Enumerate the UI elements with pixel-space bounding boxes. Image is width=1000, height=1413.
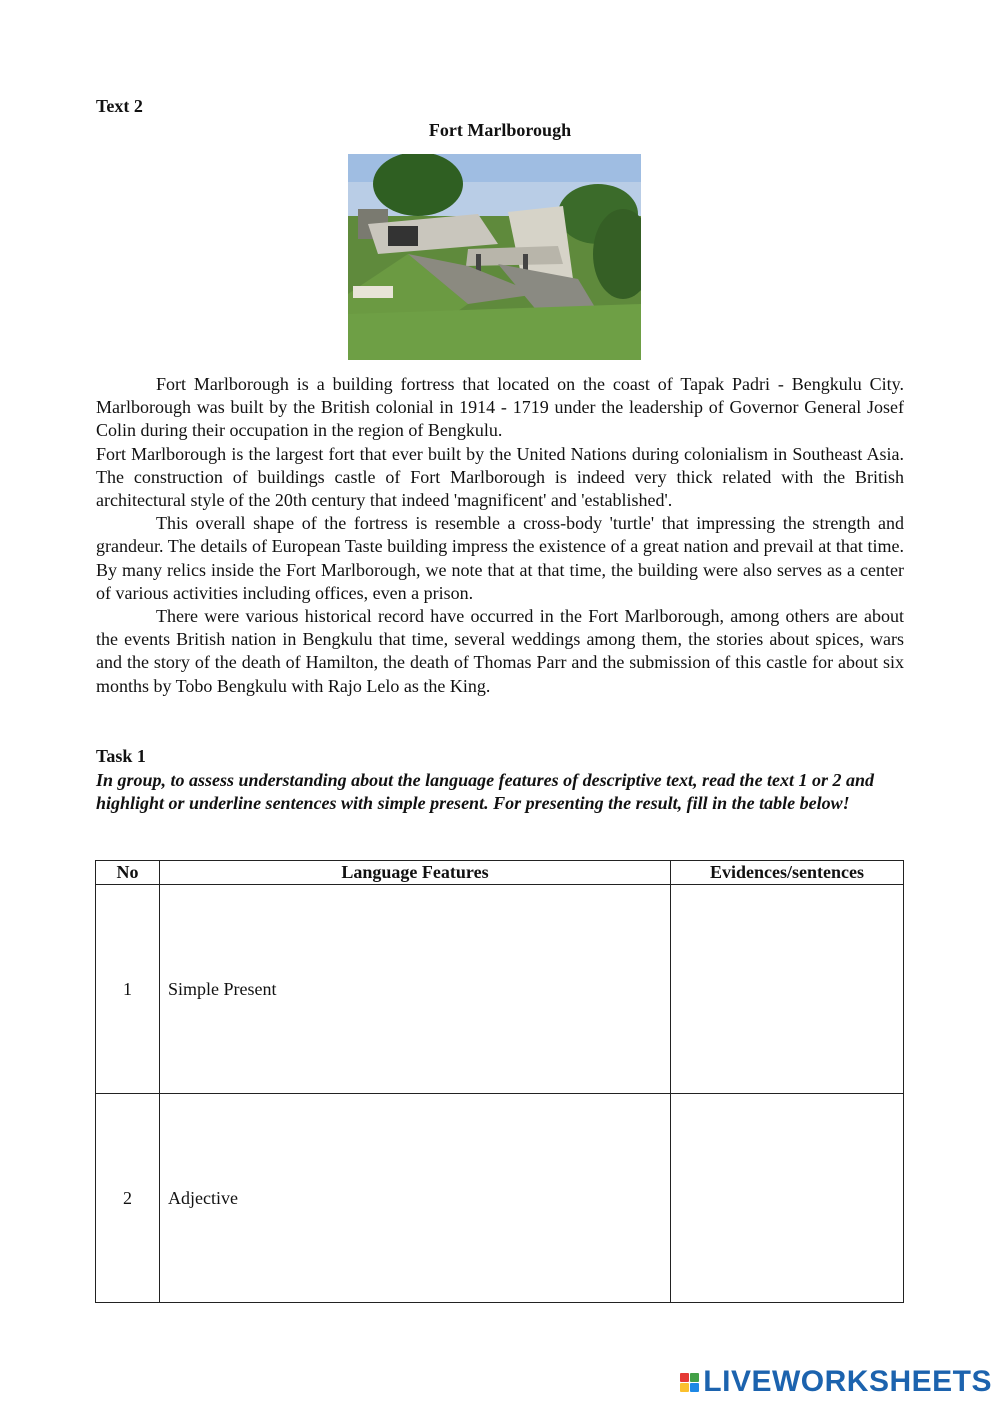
logo-tile (680, 1373, 689, 1382)
logo-tile (680, 1383, 689, 1392)
logo-tile (690, 1383, 699, 1392)
row-feature: Simple Present (160, 885, 671, 1094)
fort-photo (348, 154, 641, 360)
header-no: No (96, 861, 160, 885)
liveworksheets-logo (680, 1365, 992, 1399)
document-title: Fort Marlborough (428, 120, 572, 140)
evidence-cell[interactable] (671, 885, 904, 1094)
table-header-row (96, 861, 904, 885)
logo-tile (690, 1373, 699, 1382)
logo-tiles-icon (680, 1373, 699, 1392)
row-number: 2 (96, 1094, 160, 1303)
evidence-cell[interactable] (671, 1094, 904, 1303)
row-feature: Adjective (160, 1094, 671, 1303)
article-body (96, 373, 904, 698)
paragraph-4: There were various historical record have occurred in the Fort Marlborough, among others are about the events British nation in Bengkulu that time, several weddings among them, the stories about spices, wars and the story of the death of Hamilton, the death of Thomas Parr and the submission of this castle for about six months by Tobo Bengkulu with Rajo Lelo as the King. (96, 606, 904, 696)
paragraph-1: Fort Marlborough is a building fortress that located on the coast of Tapak Padri - Bengkulu City. Marlborough was built by the British colonial in 1914 - 1719 under the leadership of Governor General Josef Colin during their occupation in the region of Bengkulu. (96, 374, 904, 441)
header-evidences: Evidences/sentences (671, 861, 904, 885)
task-title: Task 1 (96, 746, 146, 766)
row-number: 1 (96, 885, 160, 1094)
table-row (96, 1094, 904, 1303)
paragraph-2: Fort Marlborough is the largest fort that ever built by the United Nations during colonialism in Southeast Asia. The construction of buildings castle of Fort Marlborough is indeed very thick related with the British architectural style of the 20th century that indeed 'magnificent' and 'established'. (96, 443, 904, 511)
language-features-table (95, 860, 904, 1303)
task-instruction: In group, to assess understanding about the language features of descriptive text, read the text 1 or 2 and highlight or underline sentences with simple present. For presenting the result, fill in the table below! (96, 770, 875, 814)
section-label: Text 2 (96, 96, 143, 116)
logo-text: LIVEWORKSHEETS (703, 1365, 992, 1398)
header-language-features: Language Features (160, 861, 671, 885)
table-row (96, 885, 904, 1094)
paragraph-3: This overall shape of the fortress is resemble a cross-body 'turtle' that impressing the strength and grandeur. The details of European Taste building impress the existence of a great nation and prevail at that time. By many relics inside the Fort Marlborough, we note that at that time, the building were also serves as a center of various activities including offices, even a prison. (96, 513, 904, 603)
